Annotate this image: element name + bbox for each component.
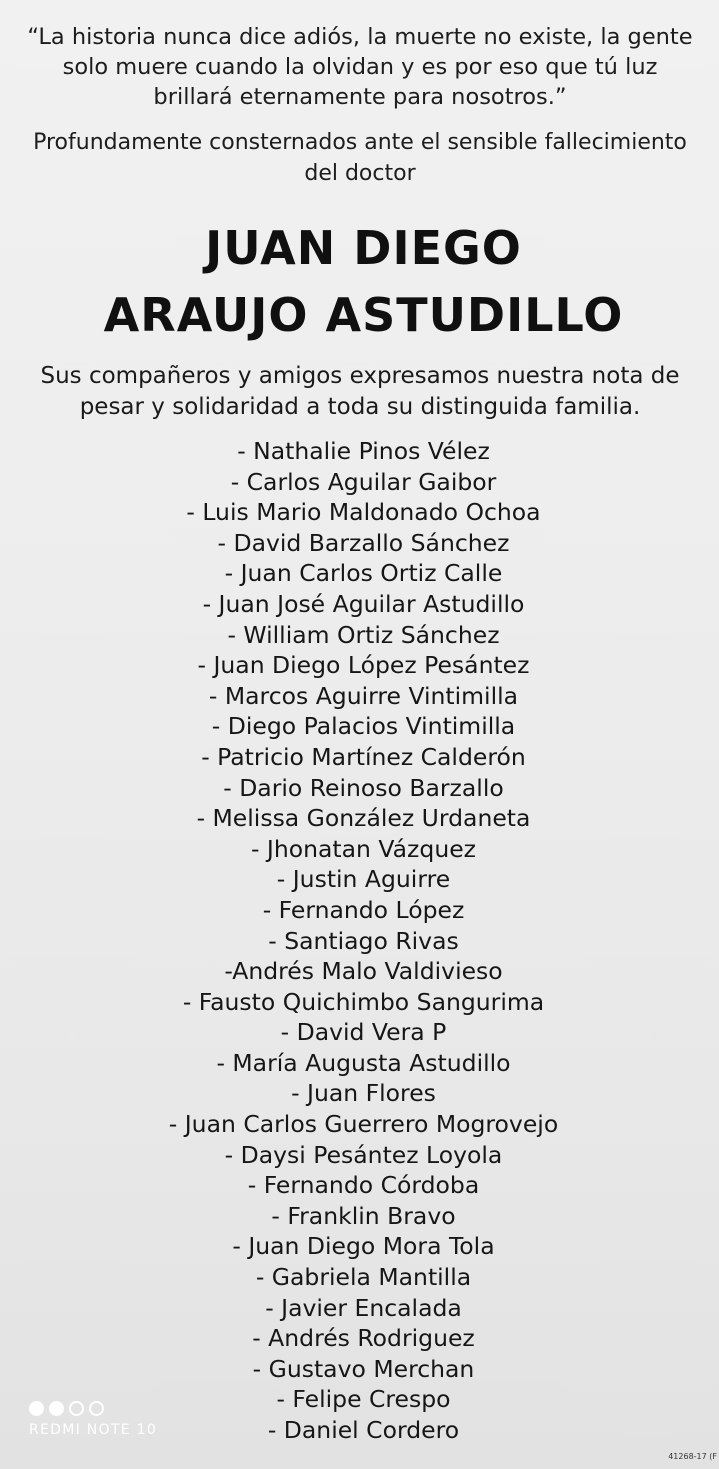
signatory-item: - María Augusta Astudillo	[216, 1048, 511, 1077]
signatory-item: - Fausto Quichimbo Sangurima	[182, 987, 545, 1016]
camera-watermark	[29, 1401, 157, 1438]
signatory-item: - Santiago Rivas	[268, 926, 459, 955]
signatory-item: - Franklin Bravo	[271, 1201, 456, 1230]
signatory-item: - William Ortiz Sánchez	[227, 620, 500, 649]
intro-text: Profundamente consternados ante el sensible fallecimiento del doctor	[33, 130, 687, 186]
signatory-item: - Juan Carlos Ortiz Calle	[224, 559, 503, 588]
signatory-item: - Jhonatan Vázquez	[250, 834, 477, 863]
deceased-name-line1: JUAN DIEGO	[205, 221, 522, 275]
signatory-item: - Dario Reinoso Barzallo	[223, 773, 504, 802]
signatories-list	[0, 436, 719, 1446]
signatory-item: - Juan Flores	[291, 1079, 436, 1108]
signatory-item: - Diego Palacios Vintimilla	[211, 712, 516, 741]
signatory-item: - Javier Encalada	[265, 1293, 462, 1322]
signatory-item: - Daysi Pesántez Loyola	[224, 1140, 503, 1169]
signatory-item: - Fernando López	[262, 895, 465, 924]
signatory-item: - David Vera P	[280, 1018, 447, 1047]
watermark-dots-icon	[29, 1401, 157, 1416]
signatory-item: - Andrés Rodriguez	[252, 1324, 475, 1353]
deceased-name-line2: ARAUJO ASTUDILLO	[103, 288, 624, 342]
signatory-item: - Juan José Aguilar Astudillo	[202, 589, 525, 618]
signatory-item: - Juan Diego López Pesántez	[197, 651, 530, 680]
signatory-item: - Justin Aguirre	[276, 865, 451, 894]
signatory-item: -Andrés Malo Valdivieso	[224, 957, 503, 986]
signatory-item: - Marcos Aguirre Vintimilla	[208, 681, 519, 710]
signatory-item: - Juan Carlos Guerrero Mogrovejo	[168, 1110, 559, 1139]
signatory-item: - Juan Diego Mora Tola	[232, 1232, 495, 1261]
watermark-label: REDMI NOTE 10	[29, 1422, 158, 1438]
signatory-item: - David Barzallo Sánchez	[217, 528, 510, 557]
signatory-item: - Felipe Crespo	[276, 1385, 451, 1414]
signatory-item: - Nathalie Pinos Vélez	[237, 437, 490, 465]
memorial-quote: “La historia nunca dice adiós, la muerte no existe, la gente solo muere cuando la olvidan y es por eso que tú luz brillará eternamente para nosotros.”	[27, 24, 693, 110]
signatory-item: - Luis Mario Maldonado Ochoa	[186, 498, 541, 527]
signatory-item: - Melissa González Urdaneta	[196, 804, 531, 833]
signatory-item: - Gustavo Merchan	[252, 1354, 475, 1383]
condolence-message: Sus compañeros y amigos expresamos nuestra nota de pesar y solidaridad a toda su distinguida familia.	[40, 363, 680, 420]
signatory-item: - Patricio Martínez Calderón	[201, 742, 526, 771]
reference-code: 41268-17 (F	[668, 1452, 717, 1461]
signatory-item: - Gabriela Mantilla	[255, 1263, 472, 1292]
signatory-item: - Fernando Córdoba	[247, 1171, 480, 1200]
signatory-item: - Carlos Aguilar Gaibor	[230, 467, 497, 496]
signatory-item: - Daniel Cordero	[267, 1416, 460, 1444]
